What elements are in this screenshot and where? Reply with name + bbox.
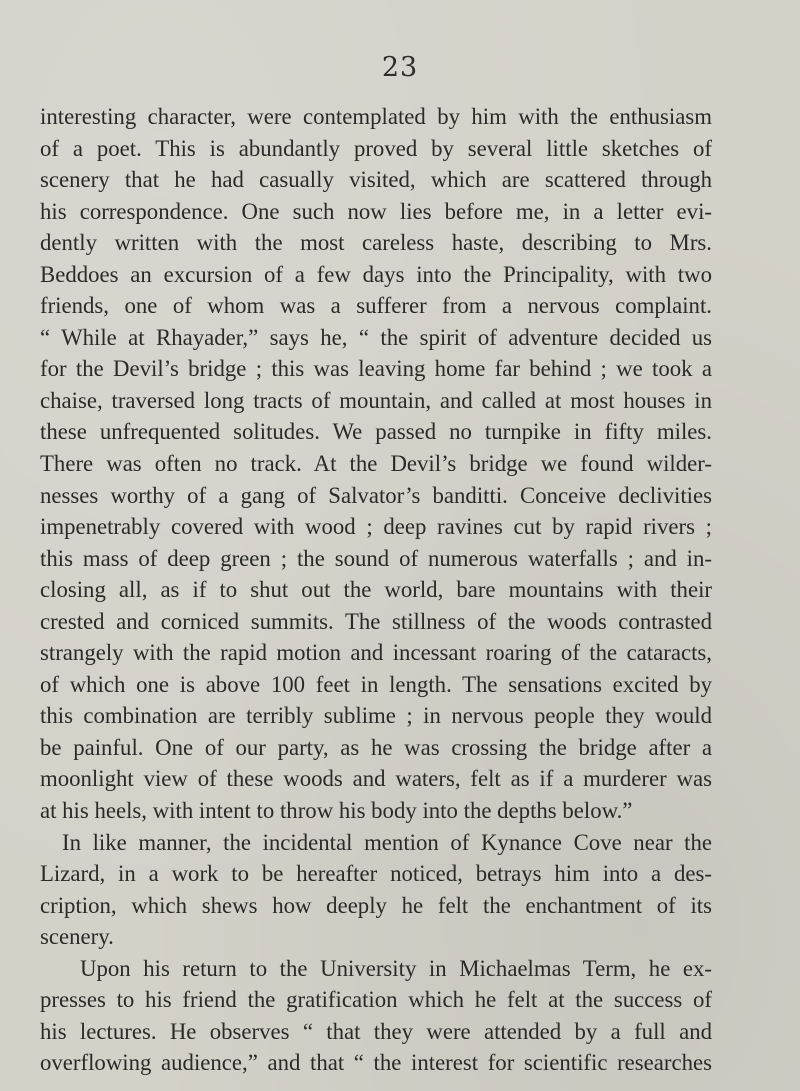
text-line: impenetrably covered with wood ; deep ravines cut by rapid rivers ; — [40, 514, 712, 540]
text-line: presses to his friend the gratification which he felt at the success of — [40, 987, 712, 1013]
text-line: chaise, traversed long tracts of mountain, and called at most houses in — [40, 387, 712, 413]
text-line: There was often no track. At the Devil’s bridge we found wilder- — [40, 451, 712, 477]
body-text — [40, 101, 712, 1079]
text-line: moonlight view of these woods and waters, felt as if a murderer was — [40, 766, 712, 792]
text-line: scenery that he had casually visited, which are scattered through — [40, 167, 712, 193]
page-number: 23 — [381, 52, 419, 83]
text-line: Upon his return to the University in Michaelmas Term, he ex- — [80, 955, 712, 981]
text-line: his lectures. He observes “ that they were attended by a full and — [40, 1018, 712, 1044]
text-line: dently written with the most careless haste, describing to Mrs. — [40, 230, 712, 256]
text-line: crested and corniced summits. The stillness of the woods contrasted — [40, 608, 712, 634]
text-line: nesses worthy of a gang of Salvator’s banditti. Conceive declivities — [40, 482, 712, 508]
text-line: friends, one of whom was a sufferer from a nervous complaint. — [40, 293, 712, 319]
text-line: Beddoes an excursion of a few days into the Principality, with two — [40, 261, 712, 287]
text-line: strangely with the rapid motion and incessant roaring of the cataracts, — [40, 640, 712, 666]
text-line: be painful. One of our party, as he was crossing the bridge after a — [40, 734, 712, 760]
text-line: this combination are terribly sublime ; in nervous people they would — [40, 703, 712, 729]
text-line: interesting character, were contemplated by him with the enthusiasm — [40, 104, 712, 129]
text-line: “ While at Rhayader,” says he, “ the spirit of adventure decided us — [40, 324, 712, 350]
text-line: overflowing audience,” and that “ the interest for scientific researches — [40, 1050, 712, 1076]
text-line: cription, which shews how deeply he felt the enchantment of its — [40, 892, 712, 918]
text-line: at his heels, with intent to throw his body into the depths below.” — [40, 798, 633, 824]
text-line: his correspondence. One such now lies before me, in a letter evi- — [40, 198, 712, 224]
text-line: this mass of deep green ; the sound of numerous waterfalls ; and in- — [40, 545, 712, 571]
text-line: In like manner, the incidental mention of Kynance Cove near the — [62, 829, 712, 855]
text-line: scenery. — [40, 924, 114, 950]
text-line: Lizard, in a work to be hereafter noticed, betrays him into a des- — [40, 861, 712, 887]
text-line: closing all, as if to shut out the world, bare mountains with their — [40, 577, 712, 603]
text-line: for the Devil’s bridge ; this was leaving home far behind ; we took a — [40, 356, 712, 382]
text-line: of a poet. This is abundantly proved by several little sketches of — [40, 135, 712, 161]
text-line: of which one is above 100 feet in length. The sensations excited by — [40, 671, 712, 697]
text-line: these unfrequented solitudes. We passed no turnpike in fifty miles. — [40, 419, 712, 445]
